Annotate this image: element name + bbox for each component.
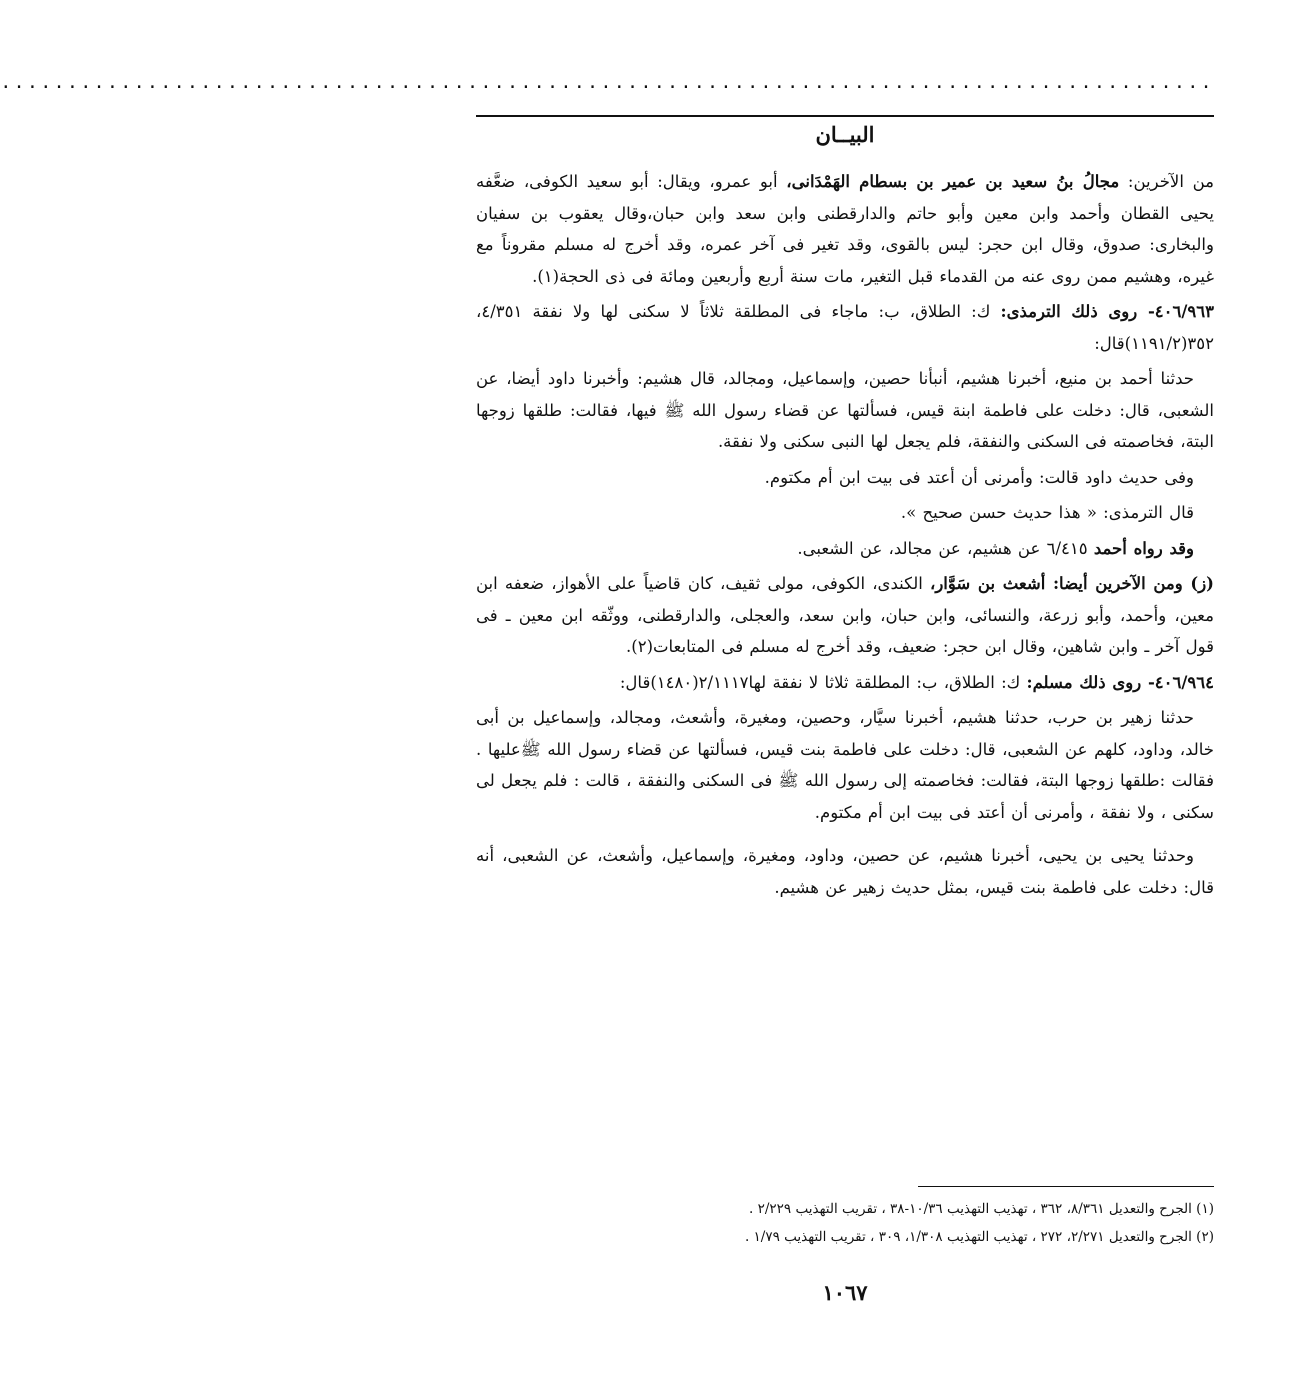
text-run: أبو عمرو، ويقال: أبو سعيد الكوفى، ضعَّفه يحيى القطان وأحمد وابن معين وأبو حاتم والدارقطنى وابن سعد وابن حبان،وقال يعقوب بن سفيان والبخارى: صدوق، وقال ابن حجر: ليس بالقوى، وقد تغير فى آخر عمره، وقد أخرج له مسلم مقروناً مع غيره، وهشيم ممن روى عنه من القدماء قبل التغير، مات سنة أربع وأربعين ومائة فى ذى الحجة(١). <box>476 172 1214 286</box>
bold-text-run: ٤٠٦/٩٦٤- روى ذلك مسلم: <box>1026 672 1214 692</box>
section-title: البيــان <box>815 122 875 147</box>
paragraph <box>476 840 1214 903</box>
text-run: حدثنا أحمد بن منيع، أخبرنا هشيم، أنبأنا حصين، وإسماعيل، ومجالد، قال هشيم: وأخبرنا داود أيضا، عن الشعبى، قال: دخلت على فاطمة ابنة قيس، فسألتها عن قضاء رسول الله ﷺ فيها، فقالت: طلقها زوجها البتة، فخاصمته فى السكنى والنفقة، فلم يجعل لها النبى سكنى ولا نفقة. <box>476 369 1214 451</box>
text-run: ك: الطلاق، ب: ماجاء فى المطلقة ثلاثاً لا سكنى لها ولا نفقة ٤/٣٥١، ٣٥٢(١١٩١/٢)قال: <box>476 302 1214 353</box>
footnote-1: (١) الجرح والتعديل ٨/٣٦١، ٣٦٢ ، تهذيب التهذيب ١٠/٣٦-٣٨ ، تقريب التهذيب ٢/٢٢٩ . <box>749 1201 1214 1217</box>
paragraph <box>476 497 1214 529</box>
body-text <box>476 166 1214 903</box>
footnote-2: (٢) الجرح والتعديل ٢/٢٧١، ٢٧٢ ، تهذيب التهذيب ١/٣٠٨، ٣٠٩ ، تقريب التهذيب ١/٧٩ . <box>744 1229 1214 1245</box>
footnote-divider <box>918 1186 1214 1187</box>
text-run: الكندى، الكوفى، مولى ثقيف، كان قاضياً على الأهواز، ضعفه ابن معين، وأحمد، وأبو زرعة، والنسائى، وابن حبان، وابن سعد، والعجلى، والدارقطنى، ووثّقه ابن معين ـ فى قول آخر ـ وابن شاهين، وقال ابن حجر: ضعيف، وقد أخرج له مسلم فى المتابعات(٢). <box>476 574 1214 656</box>
text-run: ك: الطلاق، ب: المطلقة ثلاثا لا نفقة لها٢/١١١٧(١٤٨٠)قال: <box>619 672 1027 692</box>
paragraph <box>476 533 1214 565</box>
bold-text-run: وقد رواه أحمد <box>1093 538 1194 558</box>
text-run: ٦/٤١٥ عن هشيم، عن مجالد، عن الشعبى. <box>797 538 1094 558</box>
footnotes <box>476 1195 1214 1251</box>
bold-text-run: ٤٠٦/٩٦٣- روى ذلك الترمذى: <box>1000 302 1214 321</box>
text-run: حدثنا زهير بن حرب، حدثنا هشيم، أخبرنا سيَّار، وحصين، ومغيرة، وأشعث، ومجالد، وإسماعيل بن أبى خالد، وداود، كلهم عن الشعبى، قال: دخلت على فاطمة بنت قيس، فسألتها عن قضاء رسول الله ﷺعليها . فقالت :طلقها زوجها البتة، فقالت: فخاصمته إلى رسول الله ﷺ فى السكنى والنفقة ، قالت : فلم يجعل لى سكنى ، ولا نفقة ، وأمرنى أن أعتد فى بيت ابن أم مكتوم. <box>476 708 1214 822</box>
paragraph <box>476 363 1214 458</box>
paragraph <box>476 568 1214 663</box>
header-dotted-line: ........................................................................................... <box>0 72 1214 93</box>
text-run: من الآخرين: <box>1119 172 1215 191</box>
bold-text-run: مجالُ بنُ سعيد بن عمير بن بسطام الهَمْدَانى، <box>786 172 1120 191</box>
paragraph <box>476 166 1214 292</box>
text-run: وفى حديث داود قالت: وأمرنى أن أعتد فى بيت ابن أم مكتوم. <box>764 467 1194 487</box>
paragraph <box>476 667 1214 699</box>
page-number: ١٠٦٧ <box>822 1280 868 1305</box>
text-run: وحدثنا يحيى بن يحيى، أخبرنا هشيم، عن حصين، وداود، ومغيرة، وإسماعيل، وأشعث، عن الشعبى، أنه قال: دخلت على فاطمة بنت قيس، بمثل حديث زهير عن هشيم. <box>476 846 1214 897</box>
paragraph <box>476 702 1214 828</box>
paragraph <box>476 296 1214 359</box>
text-run: قال الترمذى: « هذا حديث حسن صحيح ». <box>900 503 1194 522</box>
bold-text-run: (ز) ومن الآخرين أيضا: أشعث بن سَوَّار، <box>930 574 1214 593</box>
header-rule <box>476 115 1214 117</box>
paragraph <box>476 462 1214 494</box>
